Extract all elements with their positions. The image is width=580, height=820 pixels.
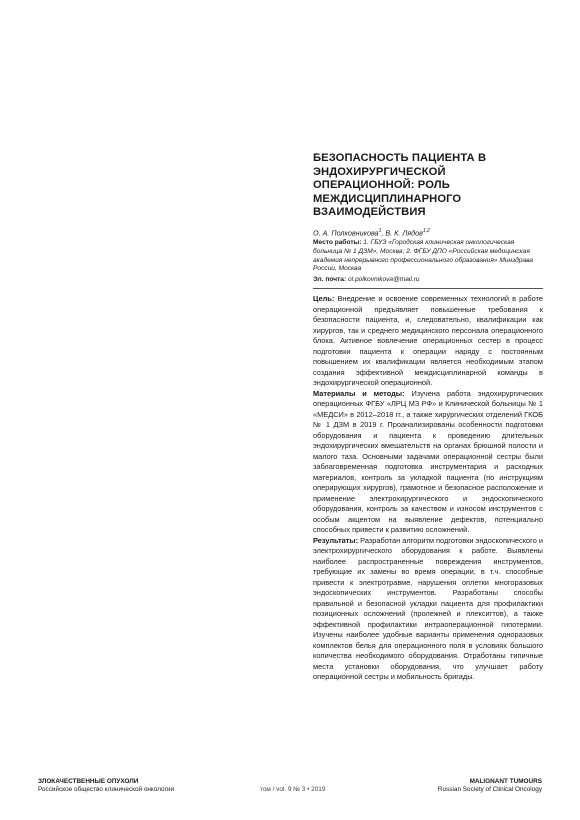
issue-info: том / vol. 9 № 3 • 2019 [260, 786, 326, 793]
results-text: Разработан алгоритм подготовки эндоскопического и электрохирургического оборудования к работе. Выявлены наиболее распространенные повреждения инструментов, требующие их замены во время операции, в т.ч. способные привести к электротравме, нарушения оплетки многоразовых эндоскопических инструментов. Разработаны способы правильной и безопасной укладки пациента для профилактики позиционных осложнений (пролежней и плексигтов), а также эффективной профилактики интраоперационной гипотермии. Изучены наиболее удобные варианты применения одноразовых комплектов белья для операционного поля в условиях большого количества необходимого оборудования. Отработаны типичные места установки оборудования, что улучшает работу операционной сестры и мобильность бригады. [313, 535, 543, 682]
author-name: В. К. Лядов [385, 228, 423, 238]
article-title: БЕЗОПАСНОСТЬ ПАЦИЕНТА В ЭНДОХИРУРГИЧЕСКОЙ ОПЕРАЦИОННОЙ: РОЛЬ МЕЖДИСЦИПЛИНАРНОГО ВЗАИМОДЕЙСТВИЯ [313, 152, 487, 219]
aim-label: Цель: [313, 294, 335, 304]
email-link[interactable]: ol.polkovnikova@mail.ru [348, 275, 420, 283]
article-column [313, 152, 543, 683]
journal-name-ru: ЗЛОКАЧЕСТВЕННЫЕ ОПУХОЛИ [38, 778, 139, 785]
affiliation [313, 239, 543, 273]
abstract-methods [313, 389, 543, 536]
footer-left [38, 778, 174, 794]
footer-right [438, 778, 542, 794]
affiliation-text: 1. ГБУЗ «Городская клиническая онкологическая больница № 1 ДЗМ», Москва; 2. ФГБУ ДПО «Российская медицинская академия непрерывного профессионального образования» Минздрава России, Москва [313, 239, 534, 273]
affiliation-label: Место работы: [313, 239, 362, 247]
abstract-aim [313, 294, 543, 389]
author-affiliation-mark: 1,2 [422, 227, 430, 234]
society-name-en: Russian Society of Clinical Oncology [437, 786, 542, 793]
methods-label: Материалы и методы: [313, 388, 405, 398]
society-name-ru: Российское общество клинической онкологии [38, 786, 175, 793]
email-label: Эл. почта: [313, 275, 347, 283]
author-separator: , [381, 228, 386, 238]
journal-name-en: MALIGNANT TUMOURS [469, 778, 542, 785]
author-name: О. А. Полковникова [313, 228, 379, 238]
abstract [313, 294, 543, 683]
aim-text: Внедрение и освоение современных технологий в работе операционной предъявляет повышенные требования к безопасности пациента, и, следовательно, квалификации как хирургов, так и среднего медицинского персонала операционного блока. Активное вовлечение операционных сестер в процесс подготовки пациента к операции наряду с постоянным повышением их квалификации является необходимым этапом создания эффективной междисциплинарной команды в эндохирургической операционной. [313, 294, 543, 388]
divider [313, 288, 543, 289]
email-line [313, 276, 543, 285]
page-footer [38, 778, 542, 802]
authors [313, 227, 543, 237]
author-affiliation-mark: 1 [378, 227, 382, 234]
methods-text: Изучена работа эндохирургических операционных ФГБУ «ЛРЦ МЗ РФ» и Клинической больницы № 1 «МЕДСИ» в 2012–2018 гг., а также хирургических отделений ГКОБ № 1 ДЗМ в 2019 г. Проанализированы особенности подготовки оборудования и пациента к проведению длительных эндохирургических вмешательств на органах брюшной полости и малого таза. Основными задачами операционной сестры были заблаговременная подготовка инструментария и расходных материалов, контроль за укладкой пациента (по инструкциям оперирующих хирургов), грамотное и безопасное расположение и применение электрохирургического и эндоскопического оборудования, контроль за качеством и износом инструментов с особым акцентом на выявление дефектов, потенциально способных привести к развитию осложнений. [313, 388, 543, 535]
abstract-results [313, 536, 543, 683]
results-label: Результаты: [313, 535, 359, 545]
